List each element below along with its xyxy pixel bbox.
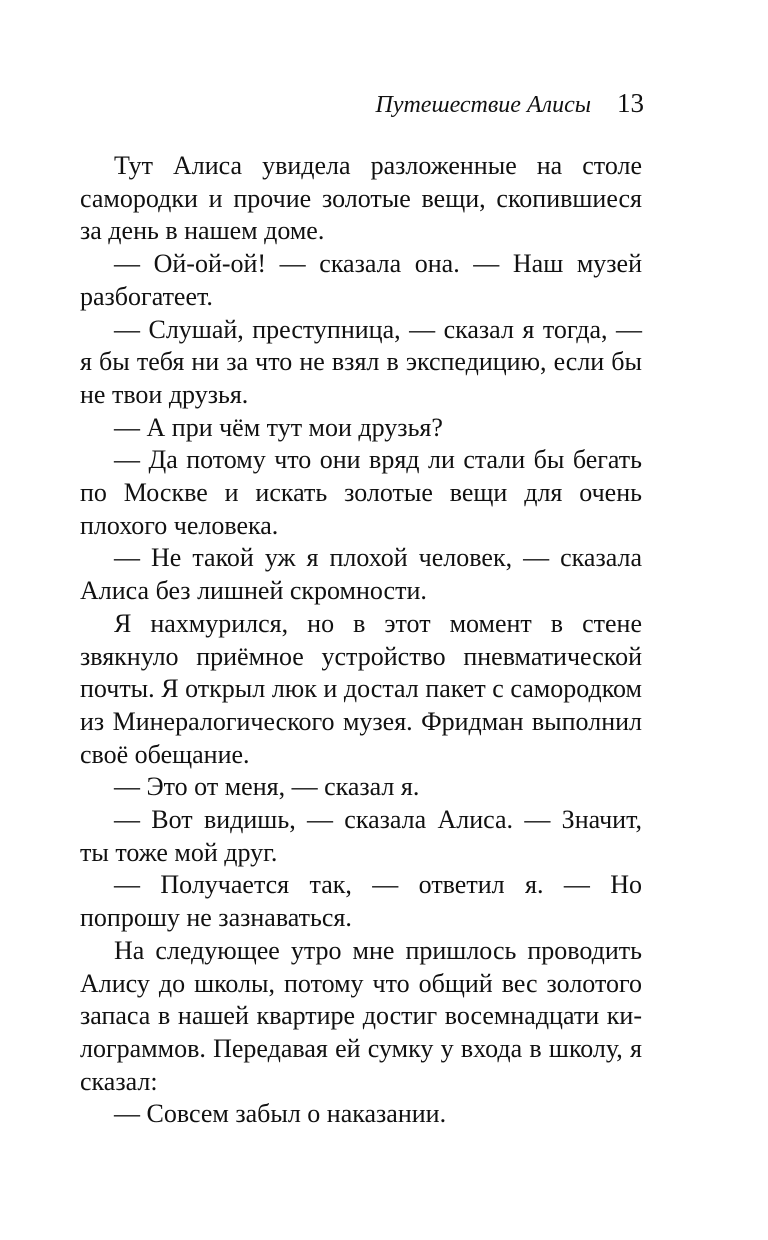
paragraph: — Да потому что они вряд ли стали бы бегать по Москве и искать золотые вещи для очень плохого человека. <box>80 445 642 540</box>
paragraph: — Совсем забыл о наказании. <box>114 1099 447 1129</box>
body-text <box>80 150 642 1131</box>
paragraph: Тут Алиса увидела разложенные на столе самородки и прочие золотые вещи, скопившиеся за день в нашем доме. <box>80 151 642 246</box>
paragraph: Я нахмурился, но в этот момент в стене звякнуло приёмное устройство пневматической почты. Я открыл люк и достал пакет с самородком из Минералогического музея. Фридман выполнил своё обещание. <box>80 608 642 769</box>
paragraph: — Не такой уж я плохой человек, — сказала Алиса без лишней скромности. <box>80 543 642 606</box>
paragraph: — Это от меня, — сказал я. <box>114 772 420 802</box>
page-number: 13 <box>617 88 644 118</box>
paragraph: — Слушай, преступница, — сказал я тогда, — я бы тебя ни за что не взял в экспедицию, если бы не твои друзья. <box>80 314 642 409</box>
running-header-title: Путешествие Алисы <box>375 92 591 118</box>
running-header <box>375 88 644 119</box>
paragraph: — Ой-ой-ой! — сказала она. — Наш музей разбогатеет. <box>80 249 642 311</box>
paragraph: — Получается так, — ответил я. — Но попрошу не зазнаваться. <box>80 870 642 933</box>
paragraph: — А при чём тут мои друзья? <box>114 412 443 442</box>
paragraph: — Вот видишь, — сказала Алиса. — Значит, ты тоже мой друг. <box>80 805 642 867</box>
paragraph: На следующее утро мне пришлось проводить Алису до школы, потому что общий вес золотого запаса в нашей квартире достиг восемнадцати килограммов. Передавая ей сумку у входа в школу, я сказал: <box>80 935 642 1096</box>
